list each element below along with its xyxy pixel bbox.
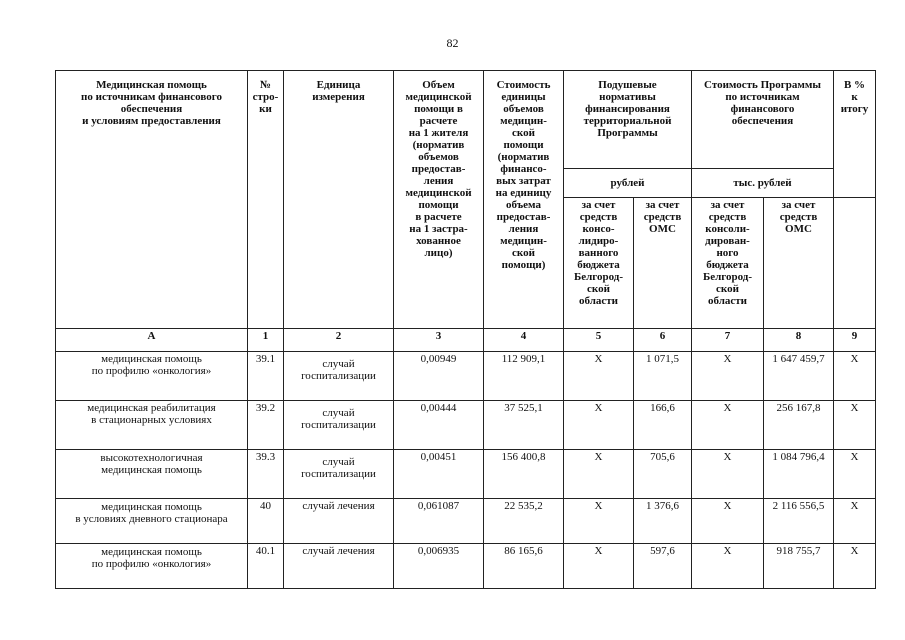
row-col-6: 705,6 bbox=[634, 450, 692, 499]
header-col-a: Медицинская помощь по источникам финансового обеспечения и условиям предоставления bbox=[56, 71, 248, 329]
header-col-3: Объем медицинской помощи в расчете на 1 жителя (норматив объемов предостав- ления медицинской помощи в расчете на 1 застра- хованное лицо) bbox=[394, 71, 484, 329]
row-cost: 86 165,6 bbox=[484, 544, 564, 589]
table-row bbox=[56, 499, 876, 544]
row-cost: 112 909,1 bbox=[484, 352, 564, 401]
header-col-2: Единица измерения bbox=[284, 71, 394, 329]
table-row bbox=[56, 401, 876, 450]
row-col-5: Х bbox=[564, 401, 634, 450]
column-number: 7 bbox=[692, 329, 764, 352]
row-col-9: Х bbox=[834, 352, 876, 401]
table-row bbox=[56, 544, 876, 589]
row-col-5: Х bbox=[564, 499, 634, 544]
header-group-program-cost: Стоимость Программы по источникам финансового обеспечения bbox=[692, 71, 834, 169]
row-col-7: Х bbox=[692, 352, 764, 401]
row-col-7: Х bbox=[692, 499, 764, 544]
page-number: 82 bbox=[446, 36, 459, 50]
column-number-row bbox=[56, 329, 876, 352]
column-number: А bbox=[56, 329, 248, 352]
row-cost: 37 525,1 bbox=[484, 401, 564, 450]
row-col-8: 1 084 796,4 bbox=[764, 450, 834, 499]
row-col-7: Х bbox=[692, 401, 764, 450]
row-col-5: Х bbox=[564, 450, 634, 499]
row-name: медицинская реабилитация в стационарных условиях bbox=[56, 401, 248, 450]
row-col-6: 1 376,6 bbox=[634, 499, 692, 544]
header-col-8: за счет средств ОМС bbox=[764, 198, 834, 329]
column-number: 5 bbox=[564, 329, 634, 352]
header-col-9: В % к итогу bbox=[834, 71, 876, 198]
table-row bbox=[56, 450, 876, 499]
row-cost: 22 535,2 bbox=[484, 499, 564, 544]
header-unit-rub: рублей bbox=[564, 169, 692, 198]
row-unit: случай госпитализации bbox=[284, 401, 394, 450]
row-line-number: 40 bbox=[248, 499, 284, 544]
row-name: медицинская помощь по профилю «онкология» bbox=[56, 352, 248, 401]
row-col-7: Х bbox=[692, 450, 764, 499]
column-number: 3 bbox=[394, 329, 484, 352]
row-line-number: 39.2 bbox=[248, 401, 284, 450]
row-unit: случай лечения bbox=[284, 544, 394, 589]
row-volume: 0,061087 bbox=[394, 499, 484, 544]
row-cost: 156 400,8 bbox=[484, 450, 564, 499]
header-group-per-capita: Подушевые нормативы финансирования территориальной Программы bbox=[564, 71, 692, 169]
header-col-9-blank bbox=[834, 198, 876, 329]
row-name: медицинская помощь в условиях дневного стационара bbox=[56, 499, 248, 544]
header-col-6: за счет средств ОМС bbox=[634, 198, 692, 329]
row-col-8: 2 116 556,5 bbox=[764, 499, 834, 544]
column-number: 6 bbox=[634, 329, 692, 352]
row-col-8: 256 167,8 bbox=[764, 401, 834, 450]
row-col-5: Х bbox=[564, 352, 634, 401]
row-col-5: Х bbox=[564, 544, 634, 589]
row-volume: 0,00451 bbox=[394, 450, 484, 499]
row-col-7: Х bbox=[692, 544, 764, 589]
row-unit: случай лечения bbox=[284, 499, 394, 544]
row-col-8: 1 647 459,7 bbox=[764, 352, 834, 401]
header-col-4: Стоимость единицы объемов медицин- ской помощи (норматив финансо- вых затрат на единицу объема предостав- ления медицин- ской помощи) bbox=[484, 71, 564, 329]
row-col-9: Х bbox=[834, 499, 876, 544]
column-number: 8 bbox=[764, 329, 834, 352]
row-col-6: 1 071,5 bbox=[634, 352, 692, 401]
row-name: медицинская помощь по профилю «онкология» bbox=[56, 544, 248, 589]
table-row bbox=[56, 352, 876, 401]
row-col-8: 918 755,7 bbox=[764, 544, 834, 589]
row-col-9: Х bbox=[834, 544, 876, 589]
row-volume: 0,00444 bbox=[394, 401, 484, 450]
column-number: 4 bbox=[484, 329, 564, 352]
row-col-9: Х bbox=[834, 450, 876, 499]
column-number: 1 bbox=[248, 329, 284, 352]
row-col-6: 166,6 bbox=[634, 401, 692, 450]
row-line-number: 40.1 bbox=[248, 544, 284, 589]
header-col-7: за счет средств консоли- дирован- ного бюджета Белгород- ской области bbox=[692, 198, 764, 329]
row-col-6: 597,6 bbox=[634, 544, 692, 589]
row-volume: 0,006935 bbox=[394, 544, 484, 589]
column-number: 2 bbox=[284, 329, 394, 352]
row-name: высокотехнологичная медицинская помощь bbox=[56, 450, 248, 499]
row-col-9: Х bbox=[834, 401, 876, 450]
header-col-5: за счет средств консо- лидиро- ванного бюджета Белгород- ской области bbox=[564, 198, 634, 329]
header-unit-thousand-rub: тыс. рублей bbox=[692, 169, 834, 198]
financing-table bbox=[55, 70, 876, 589]
header-col-1: № стро- ки bbox=[248, 71, 284, 329]
row-line-number: 39.1 bbox=[248, 352, 284, 401]
column-number: 9 bbox=[834, 329, 876, 352]
row-unit: случай госпитализации bbox=[284, 450, 394, 499]
row-line-number: 39.3 bbox=[248, 450, 284, 499]
row-unit: случай госпитализации bbox=[284, 352, 394, 401]
row-volume: 0,00949 bbox=[394, 352, 484, 401]
